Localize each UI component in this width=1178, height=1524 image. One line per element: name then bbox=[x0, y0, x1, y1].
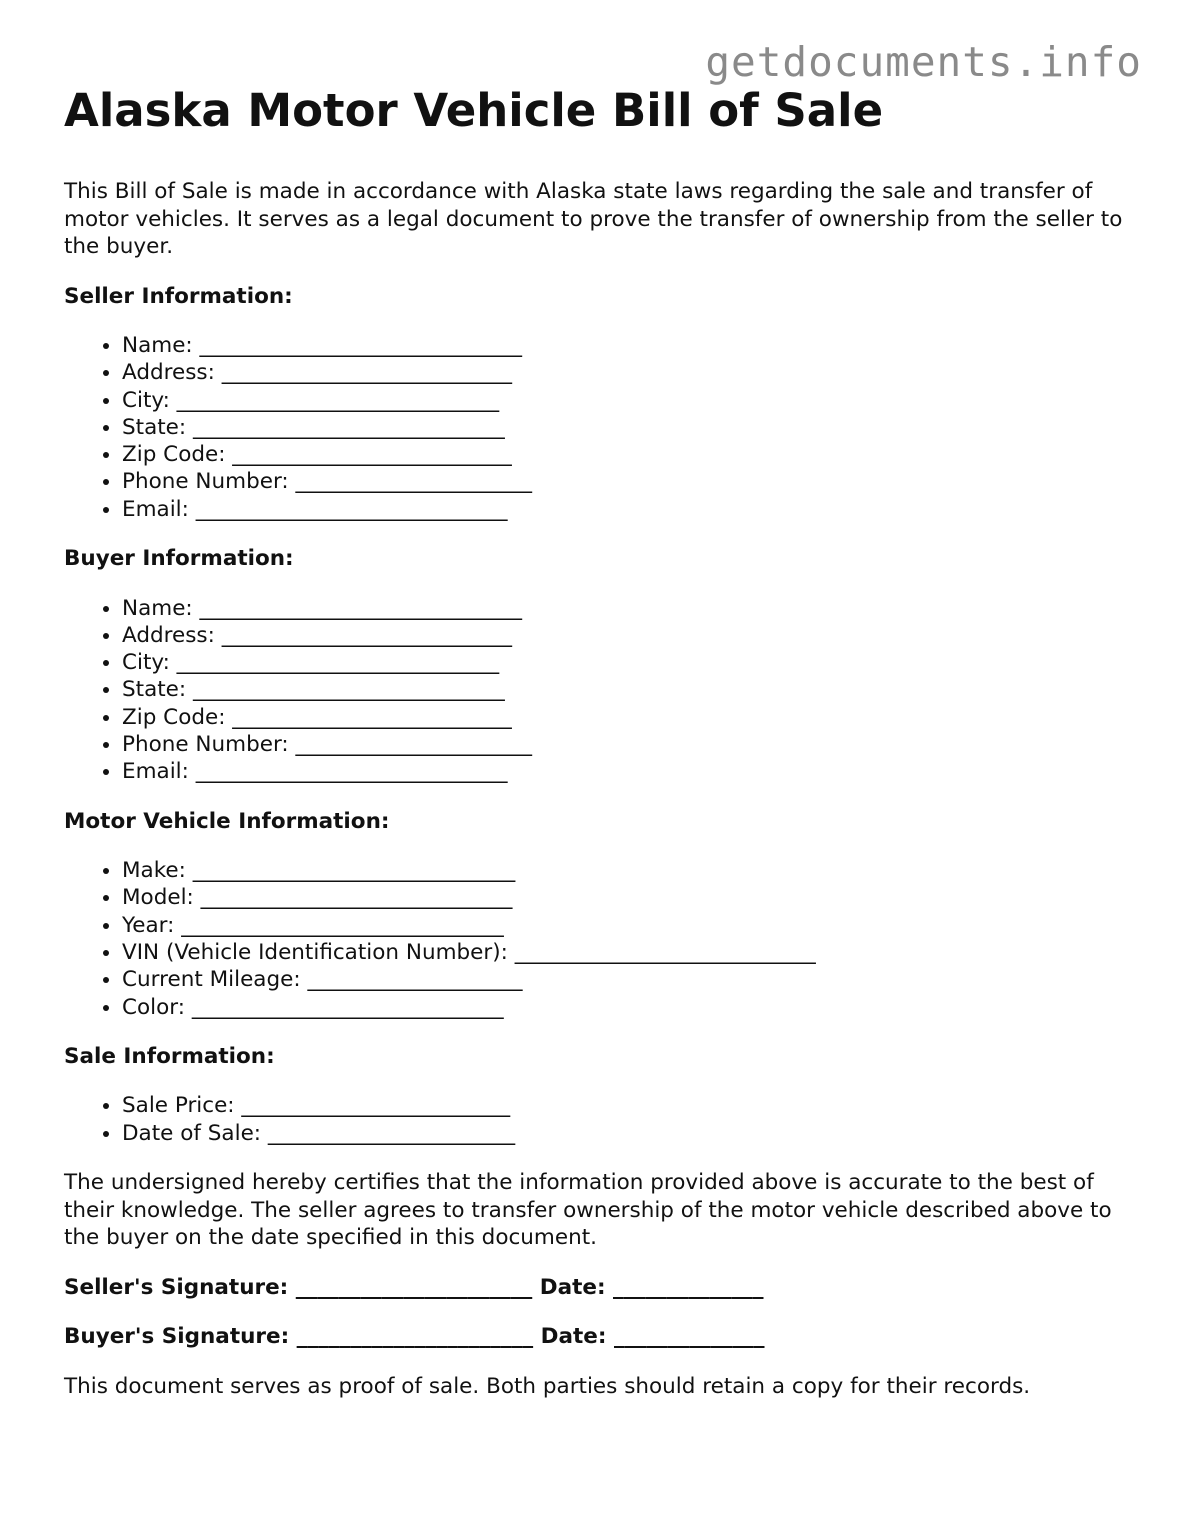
sale-info-list bbox=[64, 1092, 1134, 1147]
sale-price-field: • Sale Price: _________________________ bbox=[122, 1092, 1134, 1119]
buyer-email-field: • Email: _____________________________ bbox=[122, 758, 1134, 785]
buyer-info-list bbox=[64, 595, 1134, 786]
vehicle-make-field: • Make: ______________________________ bbox=[122, 857, 1134, 884]
document-title: Alaska Motor Vehicle Bill of Sale bbox=[64, 84, 884, 137]
vehicle-color-field: • Color: _____________________________ bbox=[122, 994, 1134, 1021]
watermark: getdocuments.info bbox=[705, 38, 1142, 86]
buyer-state-field: • State: _____________________________ bbox=[122, 676, 1134, 703]
seller-zip-field: • Zip Code: __________________________ bbox=[122, 441, 1134, 468]
buyer-address-field: • Address: ___________________________ bbox=[122, 622, 1134, 649]
seller-phone-field: • Phone Number: ______________________ bbox=[122, 468, 1134, 495]
vehicle-vin-field: • VIN (Vehicle Identification Number): ____________________________ bbox=[122, 939, 1134, 966]
document-page bbox=[64, 80, 1134, 1400]
sale-date-field: • Date of Sale: _______________________ bbox=[122, 1120, 1134, 1147]
seller-city-field: • City: ______________________________ bbox=[122, 387, 1134, 414]
buyer-phone-field: • Phone Number: ______________________ bbox=[122, 731, 1134, 758]
seller-address-field: • Address: ___________________________ bbox=[122, 359, 1134, 386]
buyer-zip-field: • Zip Code: __________________________ bbox=[122, 704, 1134, 731]
certification-paragraph: The undersigned hereby certifies that the information provided above is accurate to the best of their knowledge. The seller agrees to transfer ownership of the motor vehicle described above to the buyer on the date specified in this document. bbox=[64, 1170, 1112, 1251]
seller-info-heading: Seller Information: bbox=[64, 283, 293, 309]
vehicle-mileage-field: • Current Mileage: ____________________ bbox=[122, 966, 1134, 993]
intro-paragraph: This Bill of Sale is made in accordance with Alaska state laws regarding the sale and transfer of motor vehicles. It serves as a legal document to prove the transfer of ownership from the seller to the buyer. bbox=[64, 179, 1123, 259]
buyer-city-field: • City: ______________________________ bbox=[122, 649, 1134, 676]
seller-email-field: • Email: _____________________________ bbox=[122, 496, 1134, 523]
buyer-info-heading: Buyer Information: bbox=[64, 546, 294, 572]
seller-state-field: • State: _____________________________ bbox=[122, 414, 1134, 441]
buyer-signature-line: Buyer's Signature: ______________________ Date: ______________ bbox=[64, 1324, 765, 1350]
vehicle-info-heading: Motor Vehicle Information: bbox=[64, 808, 390, 834]
seller-signature-line: Seller's Signature: ______________________ Date: ______________ bbox=[64, 1274, 764, 1300]
seller-info-list bbox=[64, 332, 1134, 523]
buyer-name-field: • Name: ______________________________ bbox=[122, 595, 1134, 622]
seller-name-field: • Name: ______________________________ bbox=[122, 332, 1134, 359]
footer-note: This document serves as proof of sale. Both parties should retain a copy for their records. bbox=[64, 1373, 1031, 1399]
sale-info-heading: Sale Information: bbox=[64, 1043, 275, 1069]
vehicle-model-field: • Model: _____________________________ bbox=[122, 884, 1134, 911]
vehicle-info-list bbox=[64, 857, 1134, 1021]
vehicle-year-field: • Year: ______________________________ bbox=[122, 912, 1134, 939]
